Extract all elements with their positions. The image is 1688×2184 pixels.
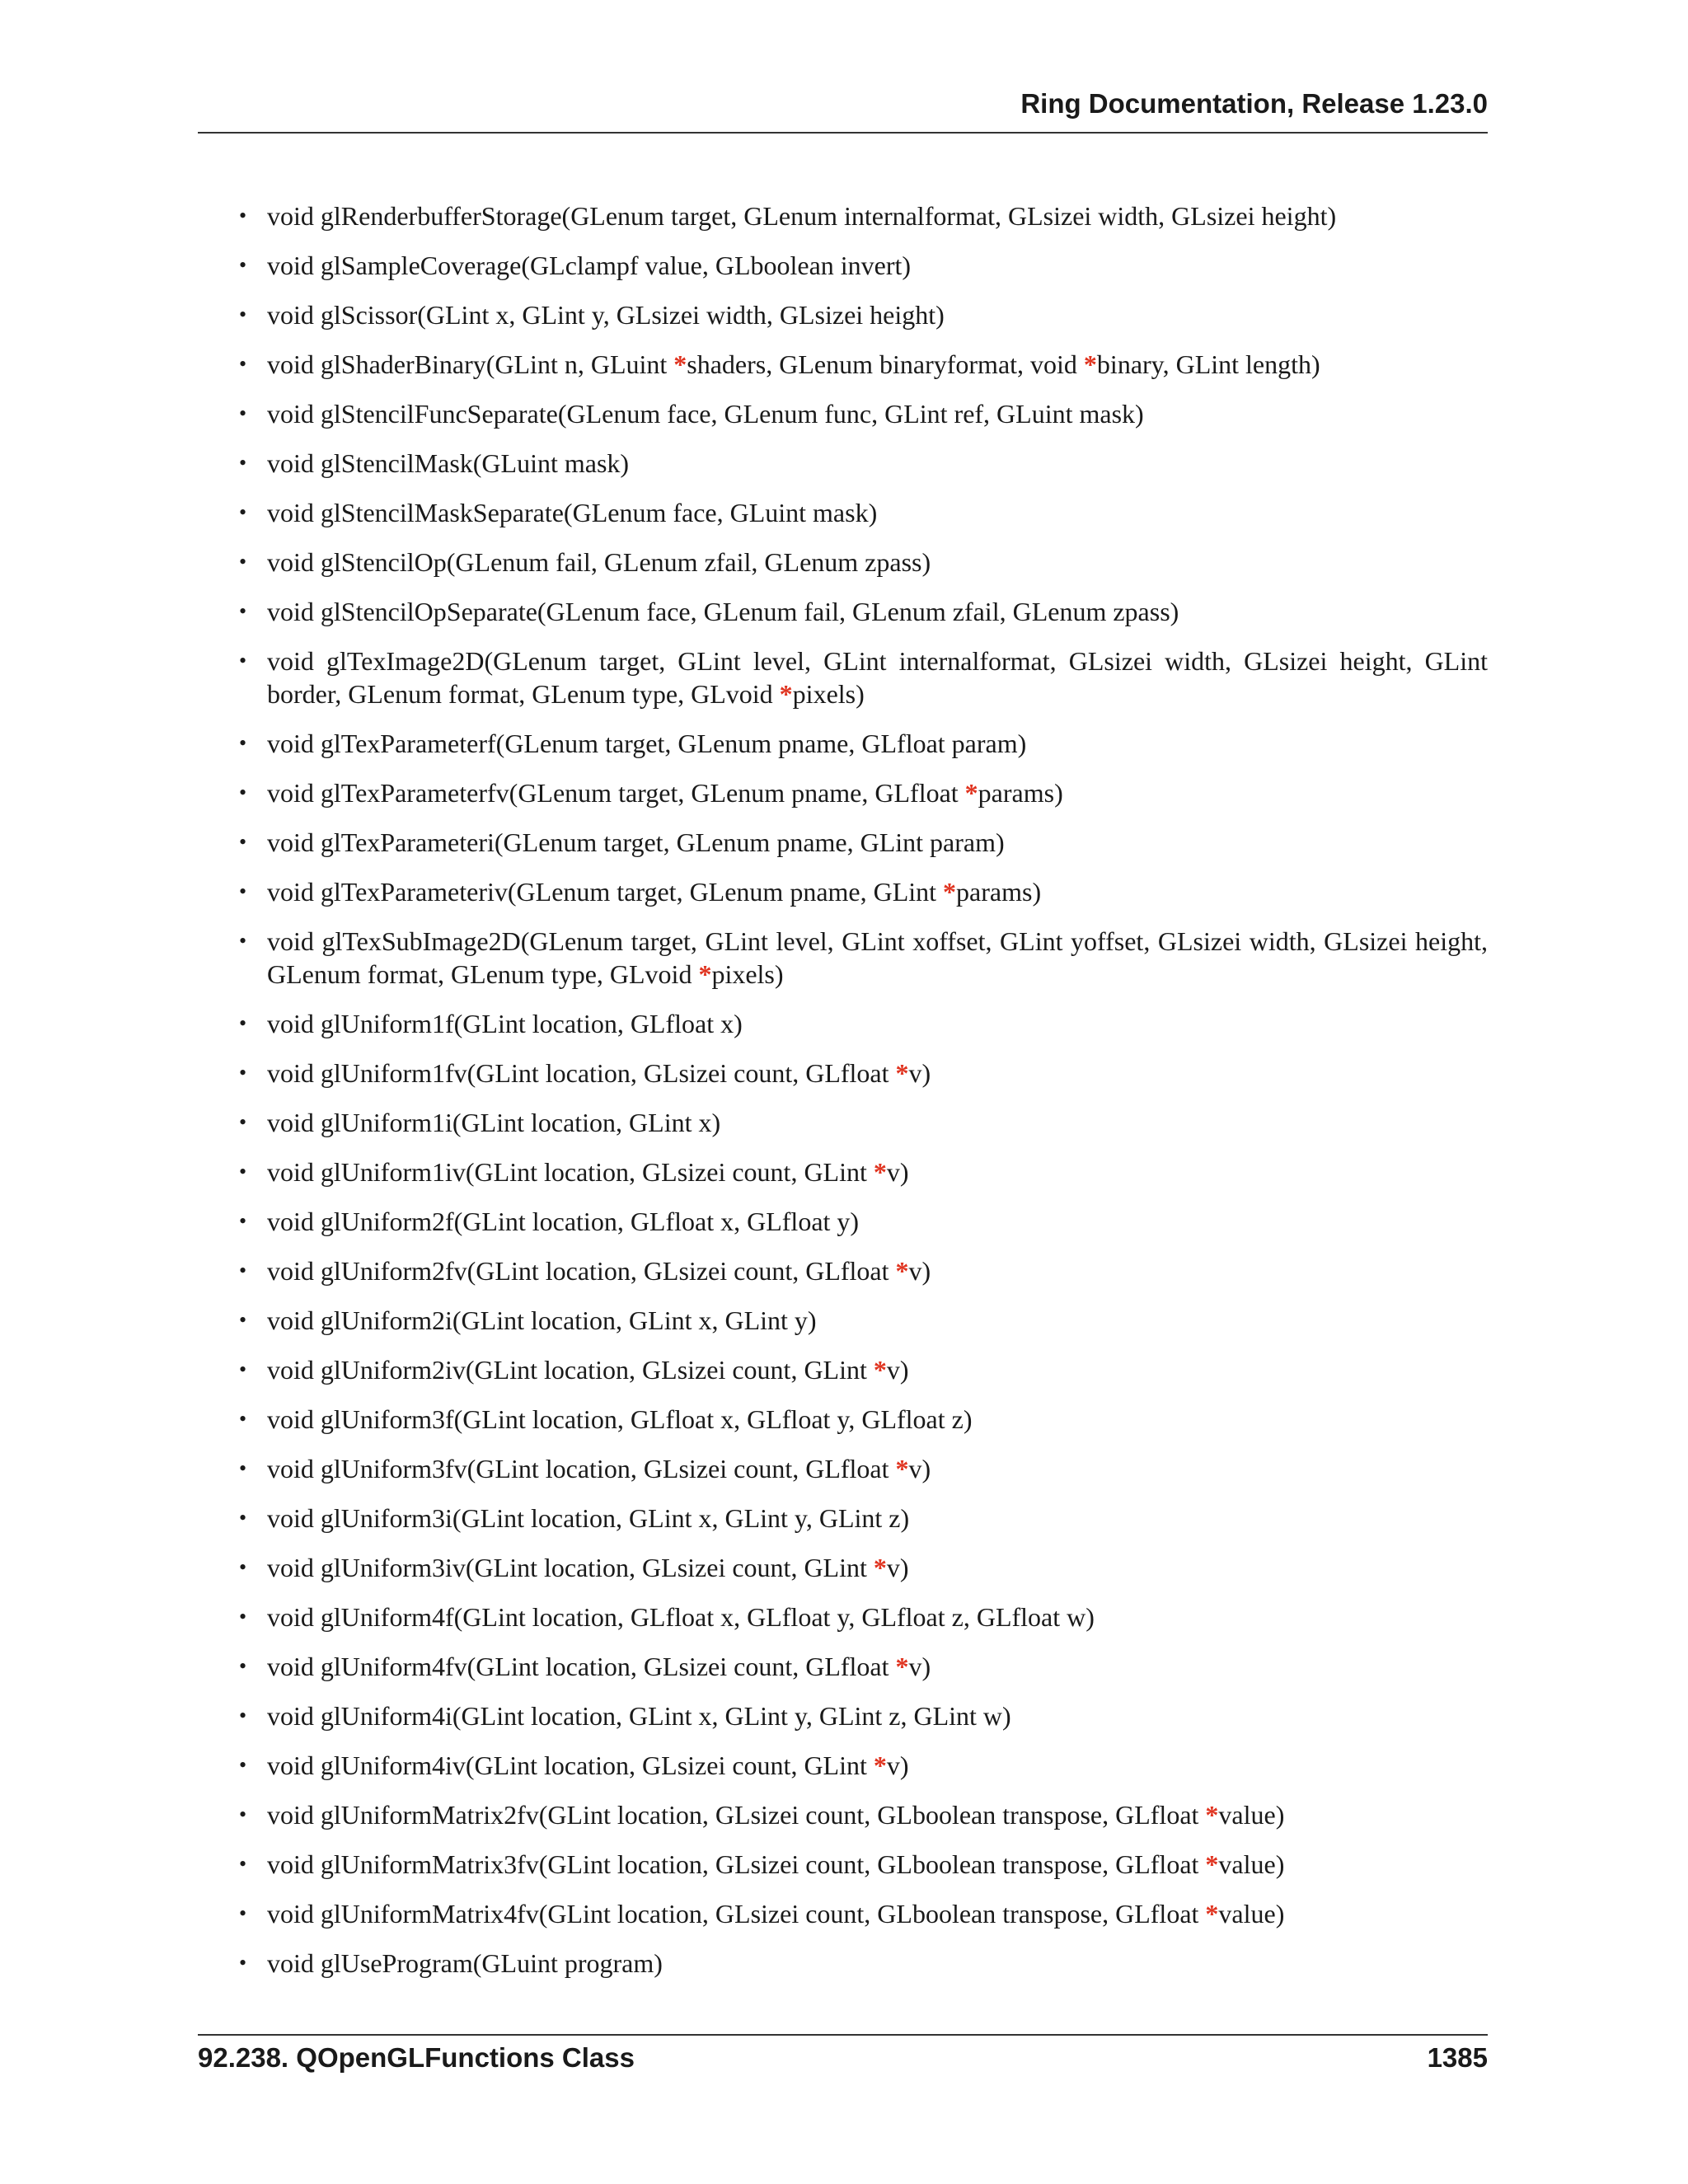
bullet-icon: •: [239, 731, 247, 755]
list-item: [198, 199, 1488, 232]
pointer-asterisk: *: [1205, 1800, 1219, 1830]
bullet-icon: •: [239, 1110, 247, 1134]
function-signature-text: void glStencilOp(GLenum fail, GLenum zfail, GLenum zpass): [267, 547, 931, 577]
bullet-icon: •: [239, 1456, 247, 1480]
function-signature-text: v): [908, 1058, 931, 1088]
function-signature-text: void glUniform1i(GLint location, GLint x): [267, 1108, 721, 1137]
list-item: [198, 1155, 1488, 1188]
function-signature-text: void glStencilMaskSeparate(GLenum face, GLuint mask): [267, 498, 878, 527]
bullet-icon: •: [239, 1258, 247, 1282]
list-item: [198, 727, 1488, 760]
list-item: [198, 1947, 1488, 1980]
pointer-asterisk: *: [895, 1454, 909, 1483]
bullet-icon: •: [239, 550, 247, 574]
footer-page-number: 1385: [1427, 2042, 1488, 2073]
function-signature-text: params): [956, 877, 1042, 907]
header-title: Ring Documentation, Release 1.23.0: [1020, 88, 1488, 119]
bullet-icon: •: [239, 1605, 247, 1629]
bullet-icon: •: [239, 1160, 247, 1183]
function-signature-text: void glUniform1fv(GLint location, GLsizei count, GLfloat: [267, 1058, 896, 1088]
list-item: [198, 298, 1488, 331]
list-item: [198, 1007, 1488, 1040]
bullet-icon: •: [239, 1852, 247, 1876]
list-item: [198, 1798, 1488, 1831]
bullet-icon: •: [239, 1802, 247, 1826]
bullet-icon: •: [239, 500, 247, 524]
bullet-icon: •: [239, 1209, 247, 1233]
pointer-asterisk: *: [873, 1553, 887, 1582]
list-item: [198, 496, 1488, 529]
list-item: [198, 1848, 1488, 1881]
pointer-asterisk: *: [964, 778, 978, 808]
list-item: [198, 1601, 1488, 1633]
bullet-icon: •: [239, 1407, 247, 1431]
function-signature-text: void glUniform2f(GLint location, GLfloat x, GLfloat y): [267, 1207, 860, 1236]
function-signature-text: void glTexParameterfv(GLenum target, GLenum pname, GLfloat: [267, 778, 965, 808]
list-item: [198, 595, 1488, 628]
function-signature-text: v): [908, 1256, 931, 1286]
bullet-icon: •: [239, 204, 247, 227]
bullet-icon: •: [239, 1357, 247, 1381]
pointer-asterisk: *: [1205, 1849, 1219, 1879]
bullet-icon: •: [239, 1901, 247, 1925]
bullet-icon: •: [239, 352, 247, 376]
pointer-asterisk: *: [1205, 1899, 1219, 1929]
bullet-icon: •: [239, 1951, 247, 1975]
function-signature-text: void glUniform2fv(GLint location, GLsizei count, GLfloat: [267, 1256, 896, 1286]
function-signature-text: v): [908, 1652, 931, 1681]
list-item: [198, 644, 1488, 710]
list-item: [198, 826, 1488, 859]
pointer-asterisk: *: [1083, 349, 1097, 379]
function-signature-text: pixels): [711, 959, 784, 989]
list-item: [198, 1749, 1488, 1782]
list-item: [198, 776, 1488, 809]
bullet-icon: •: [239, 1011, 247, 1035]
function-signature-text: void glRenderbufferStorage(GLenum target, GLenum internalformat, GLsizei width, GLsizei height): [267, 201, 1337, 231]
bullet-icon: •: [239, 929, 247, 953]
pointer-asterisk: *: [673, 349, 687, 379]
function-signature-text: binary, GLint length): [1096, 349, 1320, 379]
function-signature-text: void glStencilOpSeparate(GLenum face, GLenum fail, GLenum zfail, GLenum zpass): [267, 597, 1179, 626]
function-signature-text: value): [1218, 1899, 1285, 1929]
bullet-icon: •: [239, 1308, 247, 1332]
list-item: [198, 1403, 1488, 1436]
list-item: [198, 249, 1488, 282]
list-item: [198, 1897, 1488, 1930]
function-signature-text: void glUniformMatrix3fv(GLint location, GLsizei count, GLboolean transpose, GLfloat: [267, 1849, 1206, 1879]
bullet-icon: •: [239, 649, 247, 673]
function-signature-text: void glUniform4iv(GLint location, GLsizei count, GLint: [267, 1750, 874, 1780]
list-item: [198, 348, 1488, 381]
bullet-icon: •: [239, 1654, 247, 1678]
function-signature-text: void glUniform3f(GLint location, GLfloat x, GLfloat y, GLfloat z): [267, 1404, 973, 1434]
function-signature-text: void glUniform3fv(GLint location, GLsizei count, GLfloat: [267, 1454, 896, 1483]
function-signature-text: void glUniformMatrix2fv(GLint location, GLsizei count, GLboolean transpose, GLfloat: [267, 1800, 1206, 1830]
bullet-icon: •: [239, 302, 247, 326]
pointer-asterisk: *: [873, 1355, 887, 1385]
footer-section-title: 92.238. QOpenGLFunctions Class: [198, 2042, 635, 2073]
pointer-asterisk: *: [779, 679, 793, 709]
function-signature-text: void glTexSubImage2D(GLenum target, GLint level, GLint xoffset, GLint yoffset, GLsizei width, GLsizei height, GLenum format, GLenum type, GLvoid: [267, 926, 1488, 989]
function-signature-text: v): [886, 1355, 909, 1385]
function-signature-text: value): [1218, 1849, 1285, 1879]
function-signature-text: pixels): [792, 679, 865, 709]
function-signature-text: void glUseProgram(GLuint program): [267, 1948, 663, 1978]
function-signature-text: v): [886, 1750, 909, 1780]
page-footer: [198, 2034, 1488, 2073]
bullet-icon: •: [239, 879, 247, 903]
list-item: [198, 1353, 1488, 1386]
function-signature-text: void glTexParameteriv(GLenum target, GLenum pname, GLint: [267, 877, 944, 907]
list-item: [198, 1502, 1488, 1535]
bullet-icon: •: [239, 1061, 247, 1085]
list-item: [198, 397, 1488, 430]
pointer-asterisk: *: [698, 959, 712, 989]
bullet-icon: •: [239, 1506, 247, 1530]
bullet-icon: •: [239, 599, 247, 623]
list-item: [198, 546, 1488, 579]
list-item: [198, 1699, 1488, 1732]
function-signature-text: void glTexParameteri(GLenum target, GLenum pname, GLint param): [267, 827, 1005, 857]
function-signature-text: void glUniform1iv(GLint location, GLsizei count, GLint: [267, 1157, 874, 1187]
list-item: [198, 1551, 1488, 1584]
function-signature-text: void glTexParameterf(GLenum target, GLenum pname, GLfloat param): [267, 729, 1027, 758]
function-signature-text: void glTexImage2D(GLenum target, GLint level, GLint internalformat, GLsizei width, GLsizei height, GLint border, GLenum format, GLenum type, GLvoid: [267, 646, 1488, 709]
bullet-icon: •: [239, 1704, 247, 1727]
list-item: [198, 1205, 1488, 1238]
function-signature-text: void glStencilMask(GLuint mask): [267, 448, 630, 478]
function-signature-text: void glUniform2i(GLint location, GLint x, GLint y): [267, 1305, 817, 1335]
function-signature-text: params): [978, 778, 1063, 808]
function-signature-text: v): [908, 1454, 931, 1483]
function-signature-text: void glSampleCoverage(GLclampf value, GLboolean invert): [267, 251, 912, 280]
function-signature-text: void glUniformMatrix4fv(GLint location, GLsizei count, GLboolean transpose, GLfloat: [267, 1899, 1206, 1929]
bullet-icon: •: [239, 1555, 247, 1579]
list-item: [198, 1650, 1488, 1683]
list-item: [198, 1106, 1488, 1139]
function-signature-text: void glScissor(GLint x, GLint y, GLsizei width, GLsizei height): [267, 300, 945, 330]
list-item: [198, 1057, 1488, 1090]
function-signature-text: void glUniform3iv(GLint location, GLsizei count, GLint: [267, 1553, 874, 1582]
function-signature-text: void glUniform3i(GLint location, GLint x, GLint y, GLint z): [267, 1503, 910, 1533]
function-signature-text: void glUniform1f(GLint location, GLfloat x): [267, 1009, 743, 1038]
list-item: [198, 1304, 1488, 1337]
pointer-asterisk: *: [943, 877, 957, 907]
function-signature-text: shaders, GLenum binaryformat, void: [687, 349, 1084, 379]
function-signature-text: v): [886, 1157, 909, 1187]
bullet-icon: •: [239, 451, 247, 475]
function-signature-text: void glUniform4i(GLint location, GLint x, GLint y, GLint z, GLint w): [267, 1701, 1011, 1731]
pointer-asterisk: *: [895, 1652, 909, 1681]
list-item: [198, 447, 1488, 480]
pointer-asterisk: *: [873, 1750, 887, 1780]
page-header: [198, 89, 1488, 134]
function-signature-text: void glUniform2iv(GLint location, GLsizei count, GLint: [267, 1355, 874, 1385]
list-item: [198, 1452, 1488, 1485]
bullet-icon: •: [239, 780, 247, 804]
bullet-icon: •: [239, 253, 247, 277]
pointer-asterisk: *: [895, 1058, 909, 1088]
bullet-icon: •: [239, 830, 247, 854]
list-item: [198, 875, 1488, 908]
function-signature-text: value): [1218, 1800, 1285, 1830]
bullet-icon: •: [239, 1753, 247, 1777]
function-signature-text: void glStencilFuncSeparate(GLenum face, GLenum func, GLint ref, GLuint mask): [267, 399, 1144, 429]
function-signature-text: v): [886, 1553, 909, 1582]
function-signature-text: void glUniform4fv(GLint location, GLsizei count, GLfloat: [267, 1652, 896, 1681]
bullet-icon: •: [239, 401, 247, 425]
list-item: [198, 1254, 1488, 1287]
pointer-asterisk: *: [895, 1256, 909, 1286]
function-signature-text: void glShaderBinary(GLint n, GLuint: [267, 349, 674, 379]
pointer-asterisk: *: [873, 1157, 887, 1187]
list-item: [198, 925, 1488, 991]
function-list: [198, 199, 1488, 1996]
function-signature-text: void glUniform4f(GLint location, GLfloat x, GLfloat y, GLfloat z, GLfloat w): [267, 1602, 1095, 1632]
